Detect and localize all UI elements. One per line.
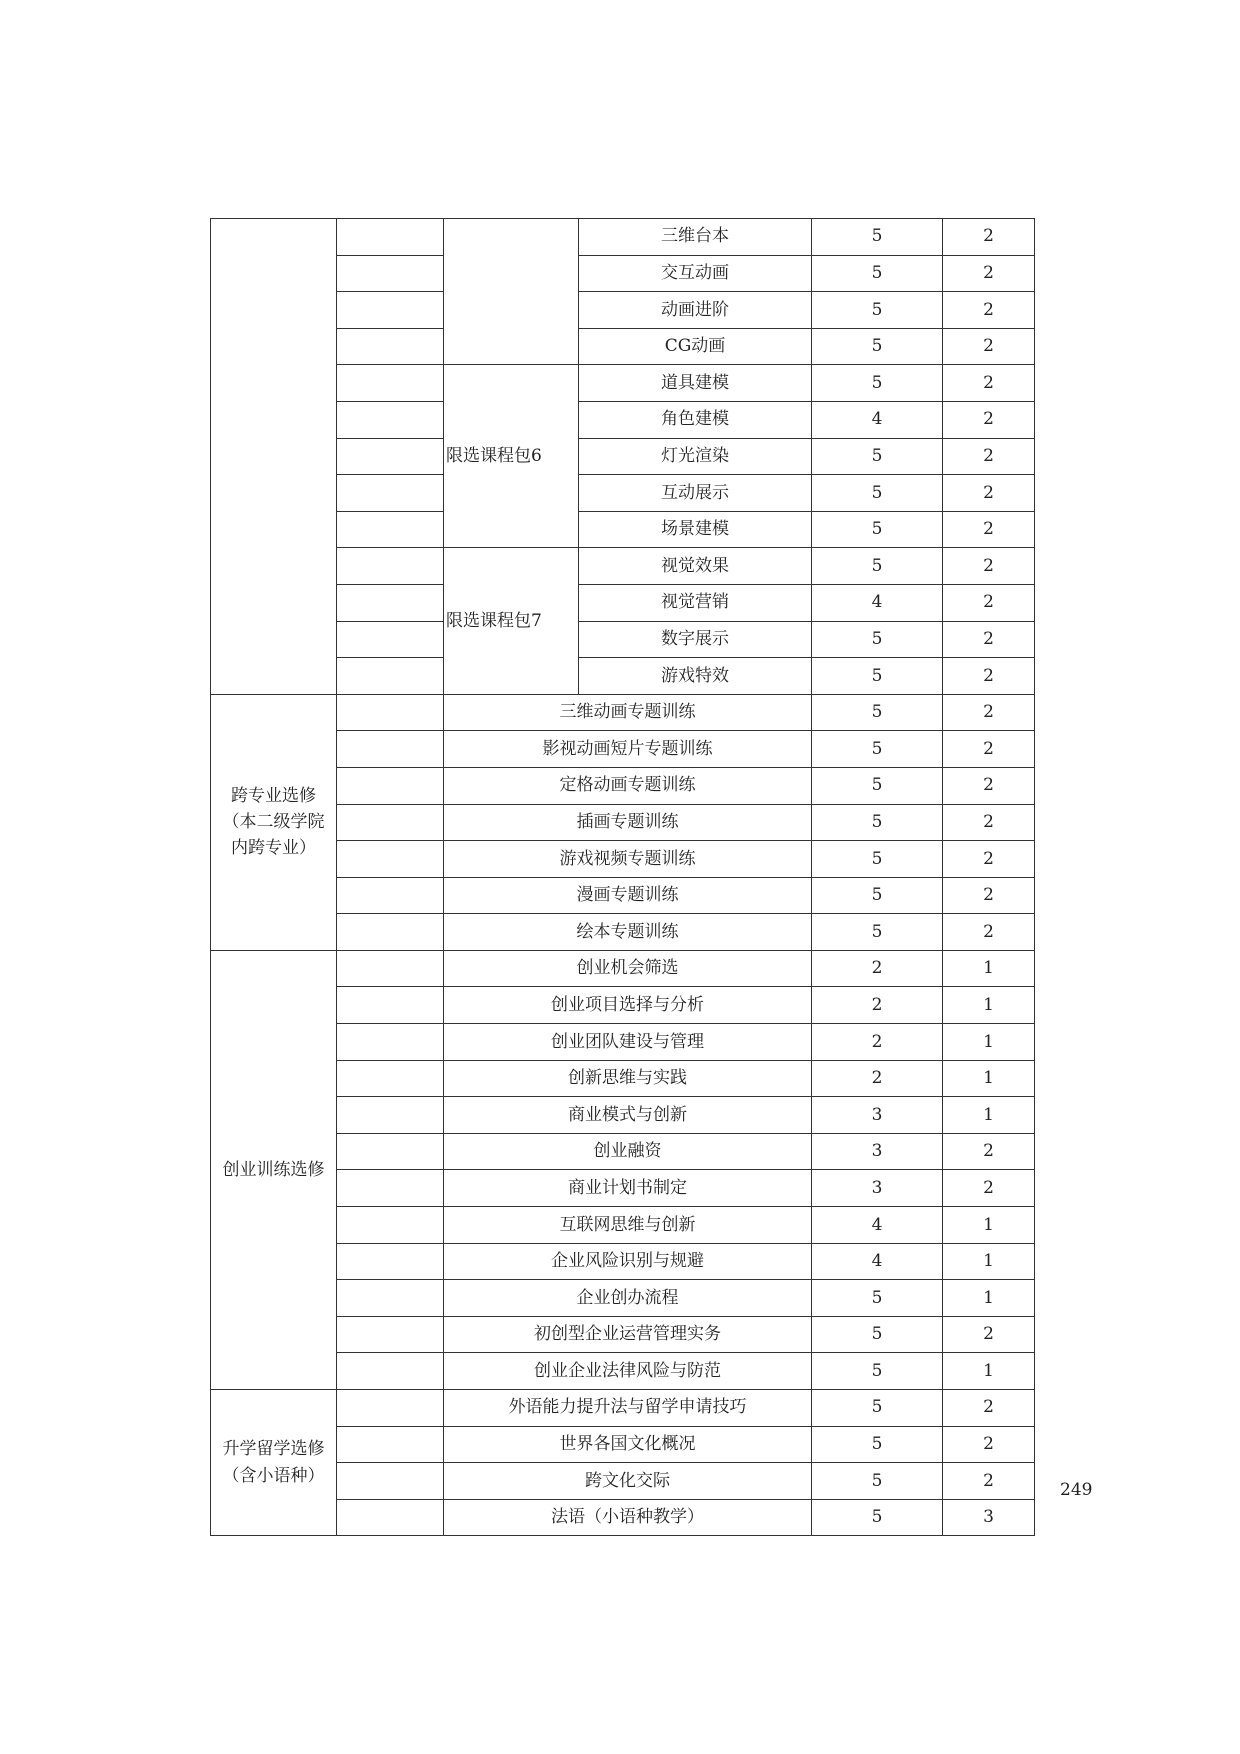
- credits-cell: 1: [943, 1353, 1035, 1390]
- course-name: 外语能力提升法与留学申请技巧: [444, 1390, 812, 1427]
- course-name: 视觉营销: [579, 584, 812, 621]
- empty-cell: [337, 767, 444, 804]
- empty-cell: [337, 511, 444, 548]
- group-label-line: （本二级学院: [222, 812, 325, 833]
- course-name: 商业模式与创新: [444, 1097, 812, 1134]
- hours-cell: 5: [812, 841, 943, 878]
- empty-cell: [337, 950, 444, 987]
- empty-cell: [337, 1133, 444, 1170]
- hours-cell: 5: [812, 1280, 943, 1317]
- empty-cell: [337, 987, 444, 1024]
- credits-cell: 1: [943, 1060, 1035, 1097]
- credits-cell: 1: [943, 1243, 1035, 1280]
- credits-cell: 2: [943, 1133, 1035, 1170]
- credits-cell: 2: [943, 511, 1035, 548]
- empty-cell: [337, 1499, 444, 1536]
- credits-cell: 2: [943, 914, 1035, 951]
- table-row: [211, 1390, 1035, 1427]
- hours-cell: 5: [812, 877, 943, 914]
- group-label: [211, 950, 337, 1389]
- credits-cell: 2: [943, 401, 1035, 438]
- credits-cell: 2: [943, 877, 1035, 914]
- hours-cell: 5: [812, 1390, 943, 1427]
- table-row: [211, 219, 1035, 256]
- credits-cell: 2: [943, 255, 1035, 292]
- course-name: 互联网思维与创新: [444, 1207, 812, 1244]
- credits-cell: 2: [943, 1390, 1035, 1427]
- hours-cell: 5: [812, 219, 943, 256]
- hours-cell: 5: [812, 1316, 943, 1353]
- course-name: 角色建模: [579, 401, 812, 438]
- course-name: 世界各国文化概况: [444, 1426, 812, 1463]
- hours-cell: 5: [812, 438, 943, 475]
- hours-cell: 4: [812, 401, 943, 438]
- hours-cell: 4: [812, 1207, 943, 1244]
- group-label-line: 内跨专业）: [231, 838, 316, 859]
- course-name: 创业企业法律风险与防范: [444, 1353, 812, 1390]
- empty-cell: [337, 1316, 444, 1353]
- credits-cell: 2: [943, 621, 1035, 658]
- empty-cell: [337, 1463, 444, 1500]
- table-row: [211, 694, 1035, 731]
- credits-cell: 1: [943, 1097, 1035, 1134]
- package-label: 限选课程包7: [444, 548, 579, 694]
- empty-cell: [337, 731, 444, 768]
- hours-cell: 3: [812, 1133, 943, 1170]
- empty-cell: [337, 658, 444, 695]
- group-label-line: 跨专业选修: [231, 785, 316, 806]
- package-label: 限选课程包6: [444, 365, 579, 548]
- empty-cell: [337, 401, 444, 438]
- hours-cell: 5: [812, 1463, 943, 1500]
- hours-cell: 5: [812, 475, 943, 512]
- empty-cell: [337, 475, 444, 512]
- course-name: 法语（小语种教学）: [444, 1499, 812, 1536]
- credits-cell: 2: [943, 658, 1035, 695]
- course-name: 绘本专题训练: [444, 914, 812, 951]
- group-label-line: 升学留学选修: [222, 1439, 325, 1460]
- course-name: 漫画专题训练: [444, 877, 812, 914]
- course-name: 三维动画专题训练: [444, 694, 812, 731]
- hours-cell: 2: [812, 1060, 943, 1097]
- hours-cell: 5: [812, 328, 943, 365]
- hours-cell: 5: [812, 621, 943, 658]
- empty-cell: [337, 328, 444, 365]
- course-name: 交互动画: [579, 255, 812, 292]
- hours-cell: 5: [812, 658, 943, 695]
- course-name: 创业团队建设与管理: [444, 1024, 812, 1061]
- course-name: 场景建模: [579, 511, 812, 548]
- empty-cell: [337, 1024, 444, 1061]
- hours-cell: 5: [812, 1499, 943, 1536]
- credits-cell: 3: [943, 1499, 1035, 1536]
- course-name: 创新思维与实践: [444, 1060, 812, 1097]
- empty-cell: [337, 877, 444, 914]
- empty-cell: [337, 1280, 444, 1317]
- course-name: 视觉效果: [579, 548, 812, 585]
- empty-cell: [337, 1097, 444, 1134]
- hours-cell: 5: [812, 804, 943, 841]
- hours-cell: 5: [812, 255, 943, 292]
- hours-cell: 2: [812, 1024, 943, 1061]
- empty-cell: [337, 1353, 444, 1390]
- course-name: 企业创办流程: [444, 1280, 812, 1317]
- empty-cell: [337, 1243, 444, 1280]
- hours-cell: 4: [812, 1243, 943, 1280]
- empty-cell: [337, 584, 444, 621]
- empty-cell: [337, 292, 444, 329]
- empty-cell: [337, 804, 444, 841]
- credits-cell: 1: [943, 1024, 1035, 1061]
- empty-cell: [337, 1060, 444, 1097]
- hours-cell: 5: [812, 511, 943, 548]
- credits-cell: 1: [943, 950, 1035, 987]
- group-label: [211, 1390, 337, 1536]
- credits-cell: 2: [943, 475, 1035, 512]
- empty-cell: [337, 365, 444, 402]
- credits-cell: 1: [943, 987, 1035, 1024]
- credits-cell: 2: [943, 841, 1035, 878]
- course-name: 影视动画短片专题训练: [444, 731, 812, 768]
- page-number: 249: [1060, 1480, 1093, 1500]
- course-name: 游戏视频专题训练: [444, 841, 812, 878]
- course-name: 创业融资: [444, 1133, 812, 1170]
- course-name: 创业项目选择与分析: [444, 987, 812, 1024]
- course-name: 跨文化交际: [444, 1463, 812, 1500]
- empty-cell: [337, 1207, 444, 1244]
- empty-cell: [337, 914, 444, 951]
- empty-cell: [337, 438, 444, 475]
- course-name: 商业计划书制定: [444, 1170, 812, 1207]
- hours-cell: 5: [812, 731, 943, 768]
- empty-cell: [337, 841, 444, 878]
- hours-cell: 3: [812, 1097, 943, 1134]
- hours-cell: 5: [812, 365, 943, 402]
- hours-cell: 4: [812, 584, 943, 621]
- course-name: 定格动画专题训练: [444, 767, 812, 804]
- group-cell-empty: [211, 219, 337, 695]
- hours-cell: 5: [812, 694, 943, 731]
- credits-cell: 2: [943, 219, 1035, 256]
- empty-cell: [337, 621, 444, 658]
- course-name: 企业风险识别与规避: [444, 1243, 812, 1280]
- hours-cell: 2: [812, 987, 943, 1024]
- course-name: 插画专题训练: [444, 804, 812, 841]
- credits-cell: 2: [943, 694, 1035, 731]
- credits-cell: 2: [943, 1316, 1035, 1353]
- course-name: 数字展示: [579, 621, 812, 658]
- group-label: [211, 694, 337, 950]
- credits-cell: 2: [943, 328, 1035, 365]
- course-name: 道具建模: [579, 365, 812, 402]
- hours-cell: 5: [812, 548, 943, 585]
- credits-cell: 2: [943, 438, 1035, 475]
- hours-cell: 5: [812, 1353, 943, 1390]
- credits-cell: 2: [943, 767, 1035, 804]
- group-label-line: 创业训练选修: [222, 1159, 325, 1180]
- hours-cell: 3: [812, 1170, 943, 1207]
- empty-cell: [337, 1426, 444, 1463]
- credits-cell: 2: [943, 292, 1035, 329]
- credits-cell: 2: [943, 1426, 1035, 1463]
- credits-cell: 1: [943, 1207, 1035, 1244]
- course-name: 创业机会筛选: [444, 950, 812, 987]
- empty-cell: [337, 255, 444, 292]
- credits-cell: 2: [943, 1170, 1035, 1207]
- credits-cell: 2: [943, 804, 1035, 841]
- course-name: CG动画: [579, 328, 812, 365]
- credits-cell: 2: [943, 584, 1035, 621]
- empty-cell: [337, 548, 444, 585]
- course-table-body: [211, 219, 1035, 1536]
- credits-cell: 2: [943, 731, 1035, 768]
- course-name: 游戏特效: [579, 658, 812, 695]
- table-row: [211, 950, 1035, 987]
- course-name: 动画进阶: [579, 292, 812, 329]
- course-name: 三维台本: [579, 219, 812, 256]
- course-name: 灯光渲染: [579, 438, 812, 475]
- credits-cell: 2: [943, 365, 1035, 402]
- empty-cell: [337, 1390, 444, 1427]
- hours-cell: 5: [812, 1426, 943, 1463]
- course-table: [210, 218, 1035, 1536]
- hours-cell: 5: [812, 767, 943, 804]
- credits-cell: 2: [943, 548, 1035, 585]
- course-name: 初创型企业运营管理实务: [444, 1316, 812, 1353]
- group-label-line: （含小语种）: [222, 1465, 325, 1486]
- hours-cell: 5: [812, 914, 943, 951]
- empty-cell: [337, 694, 444, 731]
- package-cell-empty: [444, 219, 579, 365]
- course-name: 互动展示: [579, 475, 812, 512]
- hours-cell: 2: [812, 950, 943, 987]
- hours-cell: 5: [812, 292, 943, 329]
- credits-cell: 1: [943, 1280, 1035, 1317]
- empty-cell: [337, 219, 444, 256]
- credits-cell: 2: [943, 1463, 1035, 1500]
- empty-cell: [337, 1170, 444, 1207]
